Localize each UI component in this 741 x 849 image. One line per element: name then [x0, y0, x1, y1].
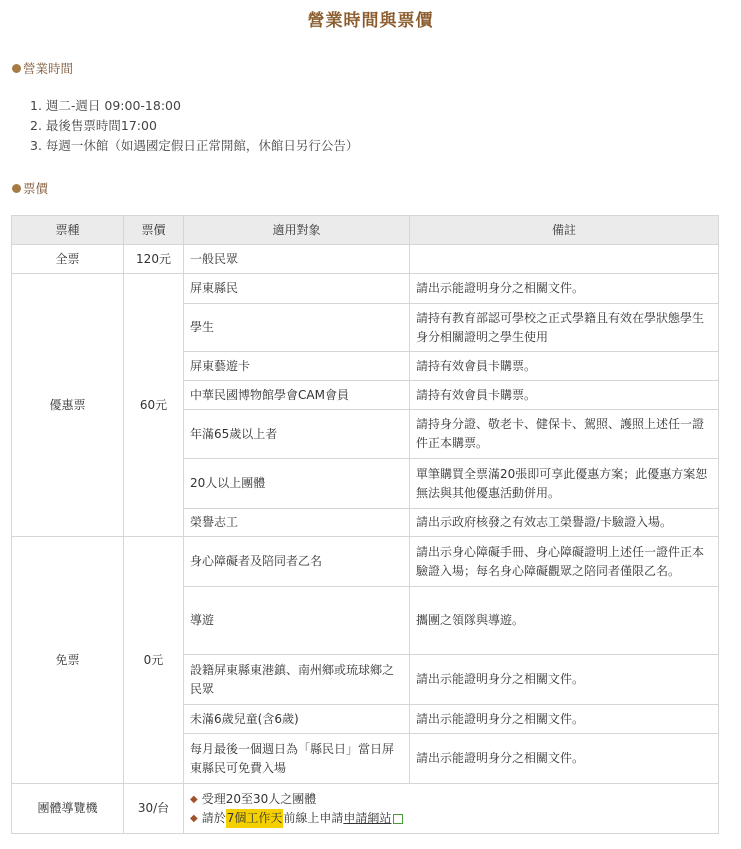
full-ticket-target: 一般民眾 [184, 245, 410, 274]
free-ticket-price: 0元 [124, 537, 184, 784]
hours-heading-text: 營業時間 [23, 61, 74, 76]
note-cell: 請出示能證明身分之相關文件。 [410, 274, 719, 304]
target-cell: 身心障礙者及陪同者乙名 [184, 537, 410, 587]
table-row [12, 784, 719, 834]
discount-ticket-type: 優惠票 [12, 274, 124, 537]
guide-device-type: 團體導覽機 [12, 784, 124, 834]
bullet-dot-icon [12, 64, 21, 73]
guide-line-2 [190, 809, 712, 828]
price-heading [12, 179, 48, 197]
note-cell: 請出示能證明身分之相關文件。 [410, 734, 719, 784]
hours-list [30, 96, 358, 156]
guide-line-2-middle: 前線上申請 [283, 810, 344, 825]
discount-ticket-price: 60元 [124, 274, 184, 537]
note-cell: 請出示身心障礙手冊、身心障礙證明上述任一證件正本驗證入場；每名身心障礙觀眾之陪同者僅限乙名。 [410, 537, 719, 587]
application-website-link[interactable]: 申請網站 [343, 810, 392, 825]
target-cell: 導遊 [184, 587, 410, 655]
guide-device-info [184, 784, 719, 834]
full-ticket-type: 全票 [12, 245, 124, 274]
target-cell: 榮譽志工 [184, 509, 410, 537]
note-cell: 請出示能證明身分之相關文件。 [410, 655, 719, 705]
price-heading-text: 票價 [23, 181, 49, 196]
target-cell: 年滿65歲以上者 [184, 410, 410, 459]
table-row [12, 245, 719, 274]
bullet-dot-icon [12, 184, 21, 193]
target-cell: 學生 [184, 304, 410, 352]
header-ticket-type: 票種 [12, 216, 124, 245]
note-cell: 攜團之領隊與導遊。 [410, 587, 719, 655]
list-item: 2. 最後售票時間17:00 [30, 118, 157, 133]
target-cell: 20人以上團體 [184, 459, 410, 509]
target-cell: 未滿6歲兒童(含6歲) [184, 705, 410, 734]
table-header-row [12, 216, 719, 245]
note-cell: 請持有效會員卡購票。 [410, 352, 719, 381]
target-cell: 每月最後一個週日為「縣民日」當日屏東縣民可免費入場 [184, 734, 410, 784]
diamond-bullet-icon: ◆ [190, 793, 198, 805]
page-title: 營業時間與票價 [307, 11, 434, 31]
header-target: 適用對象 [184, 216, 410, 245]
note-cell: 請持身分證、敬老卡、健保卡、駕照、護照上述任一證件正本購票。 [410, 410, 719, 459]
note-cell: 單筆購買全票滿20張即可享此優惠方案；此優惠方案恕無法與其他優惠活動併用。 [410, 459, 719, 509]
target-cell: 設籍屏東縣東港鎮、南州鄉或琉球鄉之民眾 [184, 655, 410, 705]
guide-line-2-prefix: 請於 [201, 810, 226, 825]
guide-device-price: 30/台 [124, 784, 184, 834]
note-cell: 請持有教育部認可學校之正式學籍且有效在學狀態學生身分相關證明之學生使用 [410, 304, 719, 352]
header-note: 備註 [410, 216, 719, 245]
guide-line-1-text: 受理20至30人之團體 [201, 791, 317, 806]
hours-heading [12, 59, 73, 77]
guide-line-1 [190, 790, 712, 809]
list-item: 3. 每週一休館（如遇國定假日正常開館，休館日另行公告） [30, 138, 359, 153]
full-ticket-price: 120元 [124, 245, 184, 274]
header-price: 票價 [124, 216, 184, 245]
table-row [12, 274, 719, 304]
guide-line-2-highlight: 7個工作天 [226, 809, 284, 828]
free-ticket-type: 免票 [12, 537, 124, 784]
target-cell: 屏東縣民 [184, 274, 410, 304]
table-row [12, 537, 719, 587]
note-cell: 請持有效會員卡購票。 [410, 381, 719, 410]
full-ticket-note [410, 245, 719, 274]
price-table [11, 215, 719, 834]
target-cell: 屏東藝遊卡 [184, 352, 410, 381]
diamond-bullet-icon: ◆ [190, 812, 198, 824]
target-cell: 中華民國博物館學會CAM會員 [184, 381, 410, 410]
note-cell: 請出示政府核發之有效志工榮譽證/卡驗證入場。 [410, 509, 719, 537]
list-item: 1. 週二-週日 09:00-18:00 [30, 98, 181, 113]
note-cell: 請出示能證明身分之相關文件。 [410, 705, 719, 734]
external-link-icon [393, 814, 403, 824]
